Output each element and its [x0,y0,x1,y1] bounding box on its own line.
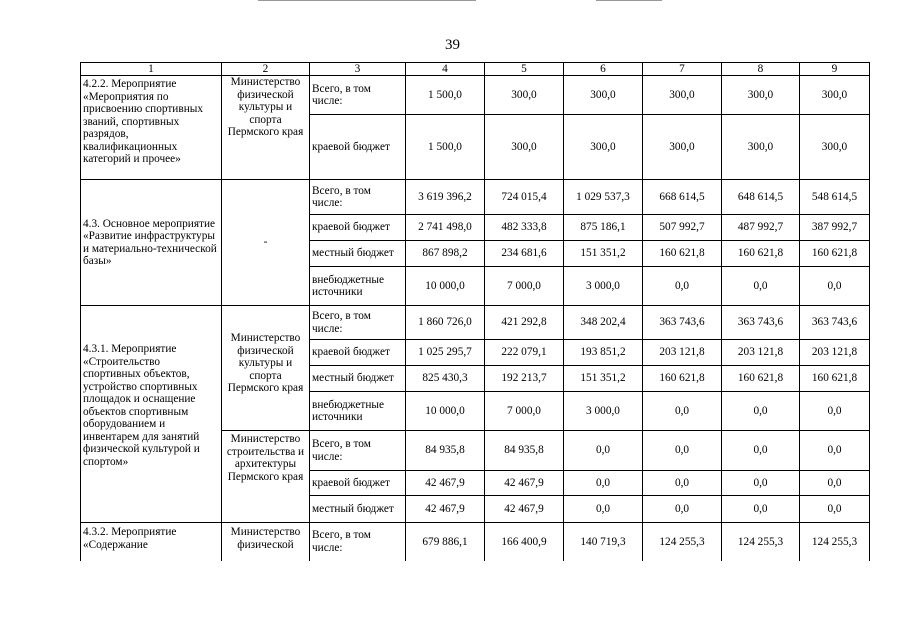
value-cell: 648 614,5 [722,180,800,215]
value-cell: 1 025 295,7 [406,340,485,366]
funding-source-cell: местный бюджет [310,366,406,392]
value-cell: 0,0 [722,431,800,471]
value-cell: 193 851,2 [564,340,643,366]
value-cell: 421 292,8 [485,306,564,340]
value-cell: 0,0 [800,431,870,471]
funding-source-cell: Всего, в том числе: [310,306,406,340]
value-cell: 151 351,2 [564,366,643,392]
value-cell: 3 619 396,2 [406,180,485,215]
funding-source-cell: Всего, в том числе: [310,180,406,215]
value-cell: 10 000,0 [406,267,485,306]
value-cell: 0,0 [564,431,643,471]
value-cell: 0,0 [800,496,870,523]
header-cell: 7 [643,63,722,76]
value-cell: 160 621,8 [643,241,722,267]
value-cell: 42 467,9 [406,496,485,523]
funding-source-cell: Всего, в том числе: [310,431,406,471]
value-cell: 7 000,0 [485,392,564,431]
activity-name-cell: 4.2.2. Мероприятие «Мероприятия по присвоению спортивных званий, спортивных разрядов, квалификационных категорий и прочее» [81,76,222,180]
funding-source-cell: Всего, в том числе: [310,523,406,561]
value-cell: 363 743,6 [643,306,722,340]
responsible-org-cell: - [222,180,310,306]
header-cell: 4 [406,63,485,76]
value-cell: 2 741 498,0 [406,215,485,241]
funding-source-cell: Всего, в том числе: [310,76,406,115]
value-cell: 300,0 [722,76,800,115]
value-cell: 0,0 [722,471,800,496]
value-cell: 482 333,8 [485,215,564,241]
value-cell: 867 898,2 [406,241,485,267]
value-cell: 348 202,4 [564,306,643,340]
value-cell: 42 467,9 [406,471,485,496]
table-row [81,306,870,340]
value-cell: 234 681,6 [485,241,564,267]
value-cell: 387 992,7 [800,215,870,241]
header-cell: 2 [222,63,310,76]
value-cell: 7 000,0 [485,267,564,306]
value-cell: 203 121,8 [722,340,800,366]
value-cell: 151 351,2 [564,241,643,267]
value-cell: 203 121,8 [643,340,722,366]
value-cell: 300,0 [485,76,564,115]
responsible-org-cell: Министерство строительства и архитектуры Пермского края [222,431,310,523]
value-cell: 0,0 [722,392,800,431]
value-cell: 0,0 [643,496,722,523]
value-cell: 363 743,6 [800,306,870,340]
table-row [81,180,870,215]
value-cell: 300,0 [643,76,722,115]
funding-source-cell: краевой бюджет [310,471,406,496]
header-row [81,63,870,76]
value-cell: 679 886,1 [406,523,485,561]
funding-source-cell: внебюджетные источники [310,267,406,306]
value-cell: 3 000,0 [564,267,643,306]
value-cell: 0,0 [643,267,722,306]
value-cell: 203 121,8 [800,340,870,366]
value-cell: 1 500,0 [406,76,485,115]
value-cell: 10 000,0 [406,392,485,431]
value-cell: 124 255,3 [800,523,870,561]
value-cell: 192 213,7 [485,366,564,392]
value-cell: 84 935,8 [485,431,564,471]
funding-source-cell: краевой бюджет [310,115,406,180]
value-cell: 140 719,3 [564,523,643,561]
value-cell: 300,0 [800,115,870,180]
header-cell: 9 [800,63,870,76]
responsible-org-cell: Министерство физической культуры и спорта Пермского края [222,76,310,180]
value-cell: 160 621,8 [722,241,800,267]
table-row [81,76,870,115]
value-cell: 0,0 [643,471,722,496]
funding-source-cell: местный бюджет [310,496,406,523]
value-cell: 724 015,4 [485,180,564,215]
value-cell: 548 614,5 [800,180,870,215]
value-cell: 1 029 537,3 [564,180,643,215]
value-cell: 300,0 [643,115,722,180]
value-cell: 160 621,8 [800,241,870,267]
value-cell: 0,0 [643,431,722,471]
value-cell: 222 079,1 [485,340,564,366]
header-cell: 8 [722,63,800,76]
funding-source-cell: краевой бюджет [310,340,406,366]
value-cell: 124 255,3 [643,523,722,561]
value-cell: 42 467,9 [485,471,564,496]
value-cell: 0,0 [722,267,800,306]
header-cell: 1 [81,63,222,76]
value-cell: 0,0 [643,392,722,431]
value-cell: 160 621,8 [800,366,870,392]
value-cell: 0,0 [800,471,870,496]
table-row [81,523,870,561]
value-cell: 668 614,5 [643,180,722,215]
activity-name-cell: 4.3. Основное мероприятие «Развитие инфраструктуры и материально-технической базы» [81,180,222,306]
responsible-org-cell: Министерство физической [222,523,310,561]
page-number: 39 [445,37,460,53]
value-cell: 166 400,9 [485,523,564,561]
header-cell: 3 [310,63,406,76]
value-cell: 0,0 [564,496,643,523]
value-cell: 160 621,8 [643,366,722,392]
value-cell: 3 000,0 [564,392,643,431]
top-edge-line-right [596,0,662,1]
value-cell: 160 621,8 [722,366,800,392]
value-cell: 0,0 [800,267,870,306]
funding-source-cell: краевой бюджет [310,215,406,241]
value-cell: 300,0 [564,115,643,180]
value-cell: 42 467,9 [485,496,564,523]
value-cell: 875 186,1 [564,215,643,241]
value-cell: 300,0 [800,76,870,115]
value-cell: 363 743,6 [722,306,800,340]
value-cell: 300,0 [485,115,564,180]
top-edge-line-left [258,0,476,1]
header-cell: 6 [564,63,643,76]
value-cell: 124 255,3 [722,523,800,561]
header-cell: 5 [485,63,564,76]
funding-source-cell: местный бюджет [310,241,406,267]
value-cell: 825 430,3 [406,366,485,392]
value-cell: 0,0 [722,496,800,523]
value-cell: 300,0 [722,115,800,180]
funding-source-cell: внебюджетные источники [310,392,406,431]
responsible-org-cell: Министерство физической культуры и спорта Пермского края [222,306,310,431]
activity-name-cell: 4.3.2. Мероприятие «Содержание [81,523,222,561]
value-cell: 507 992,7 [643,215,722,241]
value-cell: 487 992,7 [722,215,800,241]
value-cell: 84 935,8 [406,431,485,471]
budget-table [80,62,870,561]
value-cell: 1 860 726,0 [406,306,485,340]
activity-name-cell: 4.3.1. Мероприятие «Строительство спортивных объектов, устройство спортивных площадок и оснащение объектов спортивным оборудованием и инвентарем для занятий физической культурой и спортом» [81,306,222,523]
value-cell: 0,0 [564,471,643,496]
value-cell: 300,0 [564,76,643,115]
value-cell: 1 500,0 [406,115,485,180]
value-cell: 0,0 [800,392,870,431]
